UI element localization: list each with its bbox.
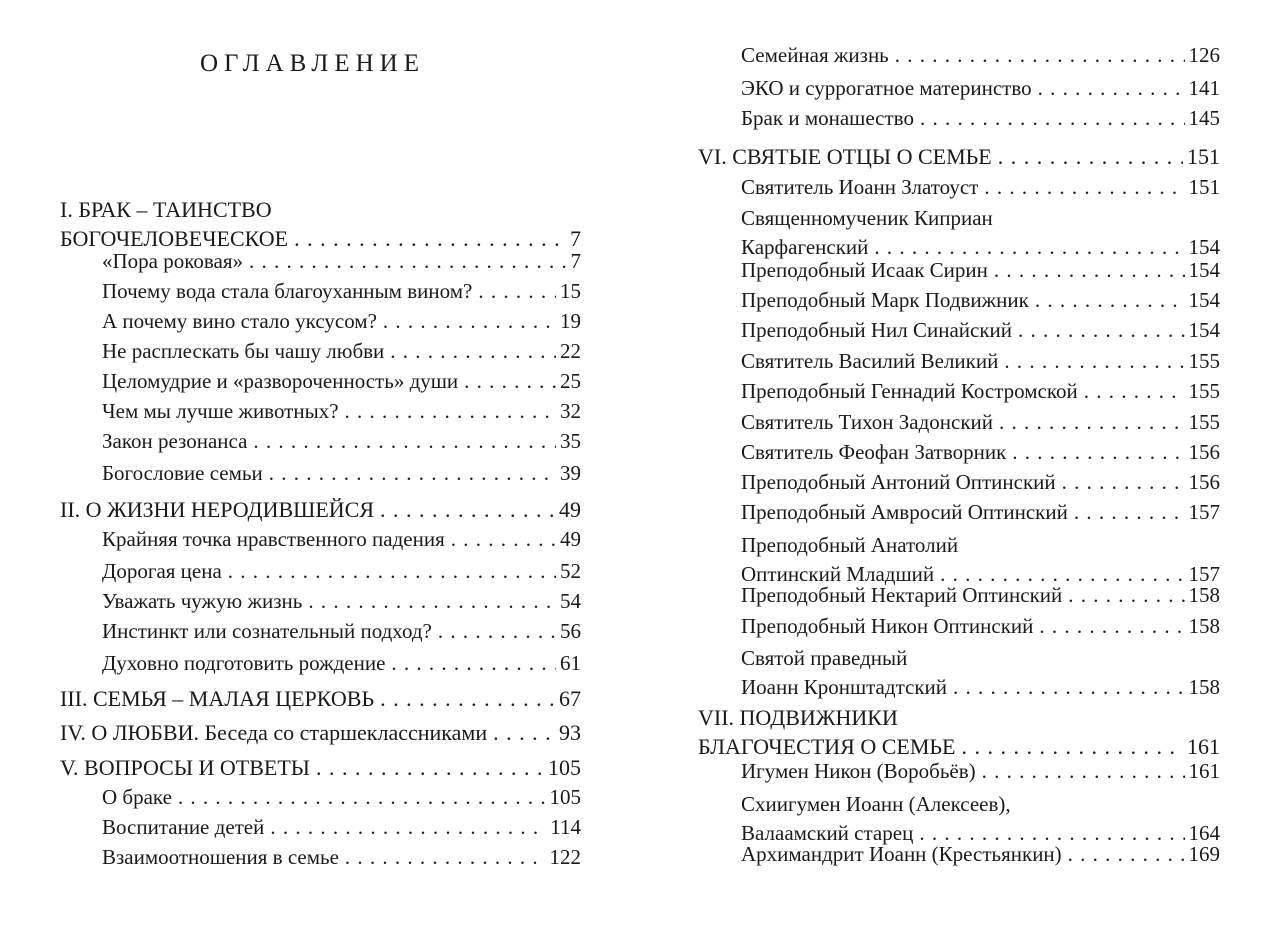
- toc-entry: [102, 557, 581, 586]
- toc-page-number: 158: [1188, 675, 1220, 699]
- page-title: ОГЛАВЛЕНИЕ: [200, 50, 425, 77]
- toc-entry: [741, 104, 1220, 133]
- toc-page-number: 154: [1188, 258, 1220, 282]
- dot-leader: [1004, 347, 1184, 376]
- toc-entry: [102, 367, 581, 396]
- toc-entry: [102, 397, 581, 426]
- toc-entry: [102, 307, 581, 336]
- dot-leader: [493, 718, 555, 747]
- dot-leader: [438, 617, 556, 646]
- toc-page-number: 161: [1188, 759, 1220, 783]
- toc-page-number: 155: [1188, 379, 1220, 403]
- toc-entry-title-line: VII. ПОДВИЖНИКИ: [698, 705, 898, 730]
- dot-leader: [178, 783, 546, 812]
- toc-page-number: 25: [560, 369, 581, 393]
- toc-entry-title: Преподобный Антоний Оптинский: [741, 470, 1056, 494]
- toc-entry-title: V. ВОПРОСЫ И ОТВЕТЫ: [60, 755, 310, 780]
- toc-entry: [741, 644, 1220, 702]
- dot-leader: [380, 495, 555, 524]
- toc-entry-title: Уважать чужую жизнь: [102, 589, 303, 613]
- toc-page-number: 141: [1188, 76, 1220, 100]
- toc-entry-title: Святитель Тихон Задонский: [741, 410, 994, 434]
- toc-page-number: 105: [549, 785, 581, 809]
- toc-entry-title: А почему вино стало уксусом?: [102, 309, 377, 333]
- dot-leader: [994, 256, 1185, 285]
- dot-leader: [228, 557, 556, 586]
- toc-page-number: 145: [1188, 106, 1220, 130]
- toc-entry-title: IV. О ЛЮБВИ. Беседа со старшеклассниками: [60, 720, 488, 745]
- toc-entry: [60, 495, 581, 524]
- toc-entry: [60, 718, 581, 747]
- toc-page-number: 158: [1188, 614, 1220, 638]
- dot-leader: [383, 307, 556, 336]
- toc-entry-title: Не расплескать бы чашу любви: [102, 339, 385, 363]
- toc-entry-title: Семейная жизнь: [741, 43, 889, 67]
- toc-entry-title: О браке: [102, 785, 172, 809]
- toc-entry-title: Богословие семьи: [102, 461, 263, 485]
- dot-leader: [920, 104, 1185, 133]
- toc-page-number: 151: [1188, 175, 1220, 199]
- toc-entry: [60, 195, 581, 253]
- dot-leader: [1068, 581, 1184, 610]
- toc-entry-title: Преподобный Геннадий Костромской: [741, 379, 1078, 403]
- toc-page-number: 7: [570, 249, 581, 273]
- toc-entry-title: Воспитание детей: [102, 815, 265, 839]
- dot-leader: [478, 277, 556, 306]
- toc-entry-title: Дорогая цена: [102, 559, 222, 583]
- toc-entry: [741, 316, 1220, 345]
- toc-entry-title: Преподобный Нил Синайский: [741, 318, 1013, 342]
- toc-entry-title: Валаамский старец: [741, 821, 914, 845]
- toc-entry: [741, 41, 1220, 70]
- toc-entry-title: Преподобный Нектарий Оптинский: [741, 583, 1063, 607]
- toc-entry-title: Крайняя точка нравственного падения: [102, 527, 445, 551]
- toc-page-number: 156: [1188, 440, 1220, 464]
- dot-leader: [1074, 498, 1185, 527]
- toc-entry-title-line: Святой праведный: [741, 646, 908, 670]
- toc-entry: [741, 581, 1220, 610]
- toc-entry-title: Карфагенский: [741, 235, 869, 259]
- dot-leader: [269, 459, 556, 488]
- dot-leader: [895, 41, 1185, 70]
- toc-entry: [741, 757, 1220, 786]
- toc-page-number: 54: [560, 589, 581, 613]
- toc-entry-title-line: Священномученик Киприан: [741, 206, 993, 230]
- toc-entry-title-line: Преподобный Анатолий: [741, 533, 959, 557]
- toc-page-number: 156: [1188, 470, 1220, 494]
- toc-page-number: 35: [560, 429, 581, 453]
- toc-entry-title: БОГОЧЕЛОВЕЧЕСКОЕ: [60, 226, 289, 251]
- toc-entry-title: БЛАГОЧЕСТИЯ О СЕМЬЕ: [698, 734, 956, 759]
- toc-entry-title: Святитель Феофан Затворник: [741, 440, 1007, 464]
- toc-entry: [698, 703, 1220, 761]
- toc-page-number: 114: [550, 815, 581, 839]
- toc-entry: [741, 438, 1220, 467]
- dot-leader: [999, 408, 1184, 437]
- toc-entry: [741, 256, 1220, 285]
- toc-entry: [741, 612, 1220, 641]
- toc-entry: [102, 783, 581, 812]
- toc-page-number: 49: [560, 527, 581, 551]
- toc-page-number: 155: [1188, 410, 1220, 434]
- toc-page-number: 158: [1188, 583, 1220, 607]
- dot-leader: [391, 649, 556, 678]
- toc-entry-title: Взаимоотношения в семье: [102, 845, 339, 869]
- dot-leader: [1012, 438, 1184, 467]
- toc-page-number: 157: [1188, 562, 1220, 586]
- toc-entry: [741, 840, 1220, 869]
- toc-page-number: 52: [560, 559, 581, 583]
- toc-entry-title: II. О ЖИЗНИ НЕРОДИВШЕЙСЯ: [60, 497, 374, 522]
- right-page: [638, 0, 1276, 944]
- dot-leader: [1018, 316, 1184, 345]
- toc-entry-title: Чем мы лучше животных?: [102, 399, 339, 423]
- dot-leader: [953, 673, 1184, 702]
- dot-leader: [253, 427, 556, 456]
- toc-page-number: 67: [559, 686, 581, 711]
- toc-entry: [102, 843, 581, 872]
- toc-entry: [741, 377, 1220, 406]
- toc-entry-title: ЭКО и суррогатное материнство: [741, 76, 1032, 100]
- toc-entry-title: Преподобный Марк Подвижник: [741, 288, 1029, 312]
- toc-entry: [741, 347, 1220, 376]
- toc-page-number: 105: [548, 755, 581, 780]
- toc-page-number: 161: [1187, 734, 1220, 759]
- toc-entry-title: Иоанн Кронштадтский: [741, 675, 948, 699]
- toc-entry: [741, 498, 1220, 527]
- toc-entry-title: Духовно подготовить рождение: [102, 651, 386, 675]
- toc-entry: [60, 684, 581, 713]
- toc-page-number: 39: [560, 461, 581, 485]
- dot-leader: [308, 587, 556, 616]
- toc-page-number: 122: [549, 845, 581, 869]
- toc-entry-title: Святитель Василий Великий: [741, 349, 999, 373]
- toc-entry-title: «Пора роковая»: [102, 249, 243, 273]
- toc-entry-title: VI. СВЯТЫЕ ОТЦЫ О СЕМЬЕ: [698, 144, 992, 169]
- toc-entry-title: Оптинский Младший: [741, 562, 935, 586]
- dot-leader: [1035, 286, 1185, 315]
- toc-page-number: 157: [1188, 500, 1220, 524]
- dot-leader: [270, 813, 546, 842]
- toc-entry: [102, 617, 581, 646]
- toc-page-number: 93: [559, 720, 581, 745]
- dot-leader: [316, 753, 544, 782]
- toc-page-number: 154: [1188, 288, 1220, 312]
- dot-leader: [345, 397, 556, 426]
- toc-page-number: 49: [559, 497, 581, 522]
- toc-entry-title: Инстинкт или сознательный подход?: [102, 619, 432, 643]
- toc-entry: [741, 204, 1220, 262]
- toc-page-number: 61: [560, 651, 581, 675]
- toc-entry-title: Брак и монашество: [741, 106, 914, 130]
- dot-leader: [249, 247, 567, 276]
- toc-entry-title-line: I. БРАК – ТАИНСТВО: [60, 197, 272, 222]
- dot-leader: [1084, 377, 1185, 406]
- toc-entry-title: Игумен Никон (Воробьёв): [741, 759, 976, 783]
- toc-entry-title: Преподобный Никон Оптинский: [741, 614, 1034, 638]
- toc-entry-title: Святитель Иоанн Златоуст: [741, 175, 979, 199]
- dot-leader: [1062, 468, 1185, 497]
- toc-entry: [741, 173, 1220, 202]
- toc-page-number: 126: [1188, 43, 1220, 67]
- toc-entry: [102, 247, 581, 276]
- toc-entry: [741, 468, 1220, 497]
- toc-entry-title: Преподобный Исаак Сирин: [741, 258, 988, 282]
- toc-entry-title-line: Схиигумен Иоанн (Алексеев),: [741, 792, 1011, 816]
- toc-entry: [102, 459, 581, 488]
- dot-leader: [1038, 74, 1185, 103]
- toc-entry: [102, 525, 581, 554]
- toc-entry: [102, 649, 581, 678]
- toc-entry: [102, 813, 581, 842]
- toc-page-number: 32: [560, 399, 581, 423]
- dot-leader: [998, 142, 1183, 171]
- dot-leader: [380, 684, 555, 713]
- toc-page-number: 7: [570, 226, 581, 251]
- dot-leader: [464, 367, 556, 396]
- toc-entry: [60, 753, 581, 782]
- toc-page-number: 15: [560, 279, 581, 303]
- toc-page-number: 22: [560, 339, 581, 363]
- toc-page-number: 169: [1188, 842, 1220, 866]
- dot-leader: [1068, 840, 1185, 869]
- dot-leader: [345, 843, 546, 872]
- toc-entry-title: Почему вода стала благоуханным вином?: [102, 279, 473, 303]
- dot-leader: [982, 757, 1185, 786]
- toc-entry: [698, 142, 1220, 171]
- toc-entry: [741, 408, 1220, 437]
- toc-page-number: 19: [560, 309, 581, 333]
- toc-entry-title: Архимандрит Иоанн (Крестьянкин): [741, 842, 1062, 866]
- toc-entry: [102, 277, 581, 306]
- toc-page-number: 154: [1188, 318, 1220, 342]
- toc-entry: [741, 74, 1220, 103]
- toc-entry: [102, 427, 581, 456]
- dot-leader: [451, 525, 556, 554]
- toc-entry-title: Закон резонанса: [102, 429, 248, 453]
- dot-leader: [1039, 612, 1184, 641]
- toc-page-number: 151: [1187, 144, 1220, 169]
- toc-page-number: 56: [560, 619, 581, 643]
- toc-entry: [102, 337, 581, 366]
- toc-page-number: 155: [1188, 349, 1220, 373]
- toc-page-number: 154: [1188, 235, 1220, 259]
- dot-leader: [390, 337, 556, 366]
- toc-entry: [102, 587, 581, 616]
- toc-entry-title: Целомудрие и «развороченность» души: [102, 369, 459, 393]
- toc-page-number: 164: [1188, 821, 1220, 845]
- toc-entry-title: Преподобный Амвросий Оптинский: [741, 500, 1068, 524]
- toc-entry-title: III. СЕМЬЯ – МАЛАЯ ЦЕРКОВЬ: [60, 686, 375, 711]
- toc-entry: [741, 286, 1220, 315]
- dot-leader: [984, 173, 1184, 202]
